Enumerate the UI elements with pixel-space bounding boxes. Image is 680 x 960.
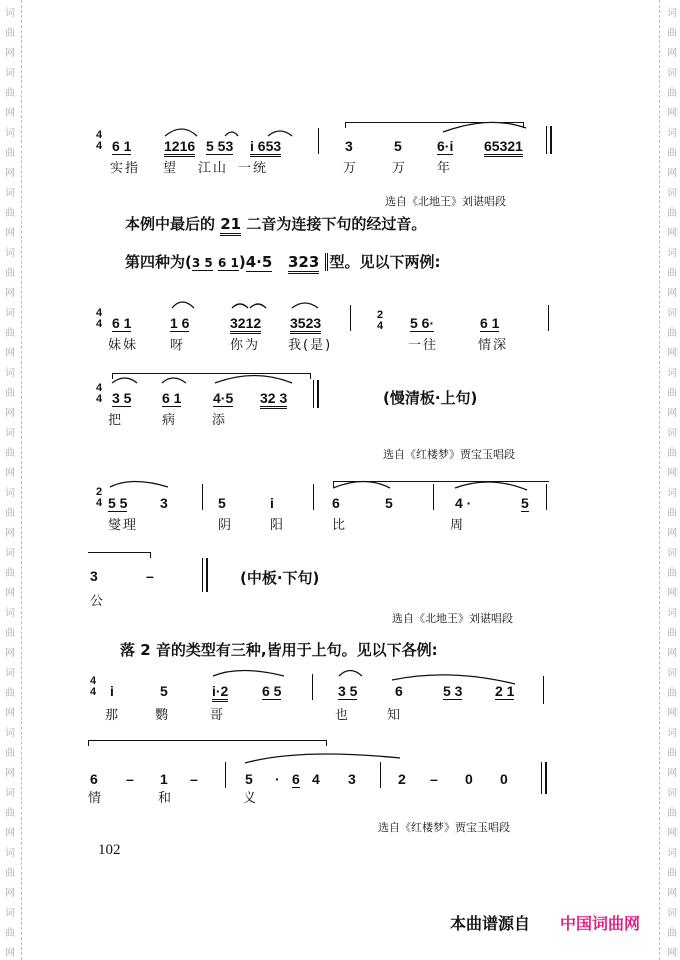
watermark-char: 曲 [5,928,15,939]
note: 6 [395,683,403,699]
paragraph: 落 2 音的类型有三种,皆用于上句。见以下各例: [120,641,438,659]
note: 6 1 [480,315,500,331]
time-signature: 4 4 [95,129,103,152]
lyric: 也 [335,708,351,723]
watermark-char: 词 [667,428,677,439]
note: 32 3 [260,390,287,409]
lyric: 江山 [198,161,229,176]
watermark-char: 网 [667,228,677,239]
watermark-char: 词 [5,908,15,919]
watermark-char: 网 [667,48,677,59]
watermark-char: 词 [667,308,677,319]
note: i·2 [212,683,228,702]
watermark-char: 词 [667,68,677,79]
tempo-marking: (慢清板·上句) [383,389,478,407]
lyric: 鹦 [155,708,171,723]
watermark-char: 词 [5,368,15,379]
lyric: 呀 [170,338,186,353]
lyric: 一往 [408,338,439,353]
note: – [430,771,438,787]
watermark-char: 词 [5,308,15,319]
footer-prefix: 本曲谱源自 [450,914,531,933]
note: 6 1 [162,390,182,406]
watermark-char: 网 [667,348,677,359]
watermark-char: 网 [5,288,15,299]
watermark-char: 网 [667,648,677,659]
lyric: 你为 [230,338,261,353]
note: 5 [218,495,226,511]
note: 4 · [455,495,472,511]
note: 5 [160,683,168,699]
note: 3 5 [338,683,358,699]
watermark-char: 网 [667,168,677,179]
lyric: 公 [90,594,106,609]
watermark-char: 网 [5,408,15,419]
note: – [190,771,198,787]
watermark-char: 词 [667,848,677,859]
lyric: 万 [343,161,359,176]
note: 1216 [164,138,195,157]
watermark-char: 曲 [5,148,15,159]
watermark-char: 曲 [667,568,677,579]
watermark-char: 网 [667,708,677,719]
watermark-char: 曲 [5,388,15,399]
watermark-char: 网 [5,528,15,539]
note: i [110,683,114,699]
note: 4 [312,771,320,787]
note: 5 [385,495,393,511]
note: 6 [332,495,340,511]
watermark-char: 网 [5,588,15,599]
lyric: 比 [332,518,348,533]
watermark-char: 曲 [667,688,677,699]
watermark-char: 网 [5,888,15,899]
lyric: 望 [163,161,179,176]
note: 5 3 [443,683,463,699]
watermark-char: 曲 [5,688,15,699]
watermark-char: 曲 [5,28,15,39]
lyric: 我(是) [288,338,333,353]
watermark-char: 词 [5,128,15,139]
watermark-char: 网 [667,468,677,479]
note: i 653 [250,138,281,157]
lyric: 知 [387,708,403,723]
watermark-char: 网 [667,588,677,599]
lyric: 和 [158,791,174,806]
watermark-char: 曲 [667,208,677,219]
lyric: 年 [437,161,453,176]
note: 5 53 [206,138,234,154]
watermark-char: 词 [667,8,677,19]
watermark-char: 词 [5,248,15,259]
time-signature: 2 4 [95,486,103,509]
watermark-char: 词 [667,248,677,259]
watermark-char: 词 [5,608,15,619]
note: 2 1 [495,683,515,699]
watermark-char: 词 [667,188,677,199]
time-signature: 4 4 [89,675,97,698]
watermark-char: 网 [667,768,677,779]
lyric: 燮理 [108,518,139,533]
note: 5 [394,138,402,154]
watermark-char: 网 [5,648,15,659]
note: 2 [398,771,406,787]
watermark-char: 网 [5,828,15,839]
lyric: 一统 [238,161,269,176]
watermark-char: 曲 [5,268,15,279]
lyric: 病 [162,413,178,428]
note: 1 6 [170,315,190,331]
text: 二音为连接下句的经过音。 [246,215,427,233]
note: i [270,495,274,511]
watermark-char: 词 [667,668,677,679]
watermark-char: 网 [5,168,15,179]
note: 65321 [484,138,523,157]
note: 0 [465,771,473,787]
note: 6·i [437,138,454,154]
time-signature: 4 4 [95,382,103,405]
watermark-char: 曲 [5,508,15,519]
note: 3 [345,138,353,154]
note: 5 [521,495,529,511]
watermark-char: 曲 [667,748,677,759]
note: 5 5 [108,495,128,511]
watermark-char: 曲 [667,628,677,639]
footer-site-link[interactable]: 中国词曲网 [560,914,641,933]
watermark-char: 网 [667,108,677,119]
lyric: 周 [450,518,466,533]
lyric: 添 [212,413,228,428]
watermark-char: 曲 [667,868,677,879]
watermark-char: 词 [667,728,677,739]
watermark-char: 词 [5,428,15,439]
lyric: 妹妹 [108,338,139,353]
watermark-char: 网 [5,228,15,239]
watermark-char: 曲 [5,808,15,819]
source-citation: 选自《红楼梦》贾宝玉唱段 [383,448,515,461]
watermark-char: 网 [667,288,677,299]
watermark-char: 曲 [667,508,677,519]
note: 1 [160,771,168,787]
source-citation: 选自《北地王》刘谌唱段 [385,195,506,208]
note: 0 [500,771,508,787]
note: 3 5 [112,390,132,406]
watermark-char: 词 [667,548,677,559]
note: 4·5 [213,390,234,406]
watermark-char: 词 [667,128,677,139]
watermark-char: 网 [667,408,677,419]
watermark-char: 曲 [667,328,677,339]
watermark-char: 词 [5,8,15,19]
watermark-char: 词 [5,728,15,739]
source-citation: 选自《北地王》刘谌唱段 [392,612,513,625]
note: 5 6· [410,315,435,331]
lyric: 情 [88,791,104,806]
watermark-char: 词 [5,848,15,859]
inline-note: 4·5 [245,253,273,271]
lyric: 情深 [478,338,509,353]
watermark-char: 曲 [667,448,677,459]
inline-note: 323 [288,253,319,274]
inline-note: 21 [220,215,241,236]
note: 3 [90,568,98,584]
note: – [146,568,154,584]
note: · [275,771,280,787]
watermark-char: 网 [5,768,15,779]
watermark-char: 曲 [5,748,15,759]
tempo-marking: (中板·下句) [240,569,320,587]
note: 3 [348,771,356,787]
inline-note: 6 1 [217,256,239,270]
watermark-char: 曲 [5,88,15,99]
note: 5 [245,771,253,787]
text: 本例中最后的 [125,215,216,233]
watermark-char: 网 [5,948,15,959]
watermark-char: 曲 [5,208,15,219]
lyric: 万 [392,161,408,176]
watermark-char: 网 [5,468,15,479]
inline-note: 3 5 [191,256,213,270]
note: 6 5 [262,683,282,699]
lyric: 那 [105,708,121,723]
watermark-char: 词 [667,788,677,799]
watermark-char: 曲 [667,928,677,939]
watermark-char: 网 [5,708,15,719]
watermark-char: 词 [5,668,15,679]
watermark-char: 曲 [667,808,677,819]
note: 6 [292,771,300,787]
watermark-char: 曲 [667,148,677,159]
lyric: 阴 [218,518,234,533]
text: ) [238,253,246,271]
watermark-char: 词 [5,68,15,79]
watermark-char: 网 [667,888,677,899]
watermark-char: 曲 [5,568,15,579]
watermark-char: 词 [5,548,15,559]
text: 型。见以下两例: [325,253,441,271]
watermark-char: 词 [5,788,15,799]
watermark-char: 网 [667,828,677,839]
lyric: 阳 [270,518,286,533]
lyric: 实指 [110,161,141,176]
note: – [126,771,134,787]
lyric: 把 [108,413,124,428]
note: 6 1 [112,138,132,154]
watermark-char: 网 [5,48,15,59]
text: 第四种为( [125,253,192,271]
note: 3523 [290,315,321,334]
watermark-char: 曲 [667,388,677,399]
watermark-char: 网 [5,108,15,119]
time-signature: 2 4 [376,309,384,332]
watermark-char: 词 [667,608,677,619]
note: 3212 [230,315,261,334]
watermark-char: 网 [667,528,677,539]
note: 6 1 [112,315,132,331]
watermark-char: 曲 [5,868,15,879]
watermark-char: 曲 [5,628,15,639]
watermark-char: 词 [667,908,677,919]
source-citation: 选自《红楼梦》贾宝玉唱段 [378,821,510,834]
watermark-char: 曲 [667,28,677,39]
watermark-char: 曲 [667,268,677,279]
watermark-char: 网 [5,348,15,359]
time-signature: 4 4 [95,307,103,330]
lyric: 哥 [210,708,226,723]
watermark-char: 曲 [667,88,677,99]
watermark-char: 词 [667,368,677,379]
watermark-char: 词 [667,488,677,499]
page-number: 102 [98,842,121,858]
lyric: 义 [243,791,259,806]
watermark-char: 曲 [5,328,15,339]
watermark-char: 词 [5,488,15,499]
watermark-char: 词 [5,188,15,199]
note: 6 [90,771,98,787]
watermark-char: 曲 [5,448,15,459]
note: 3 [160,495,168,511]
watermark-char: 网 [667,948,677,959]
